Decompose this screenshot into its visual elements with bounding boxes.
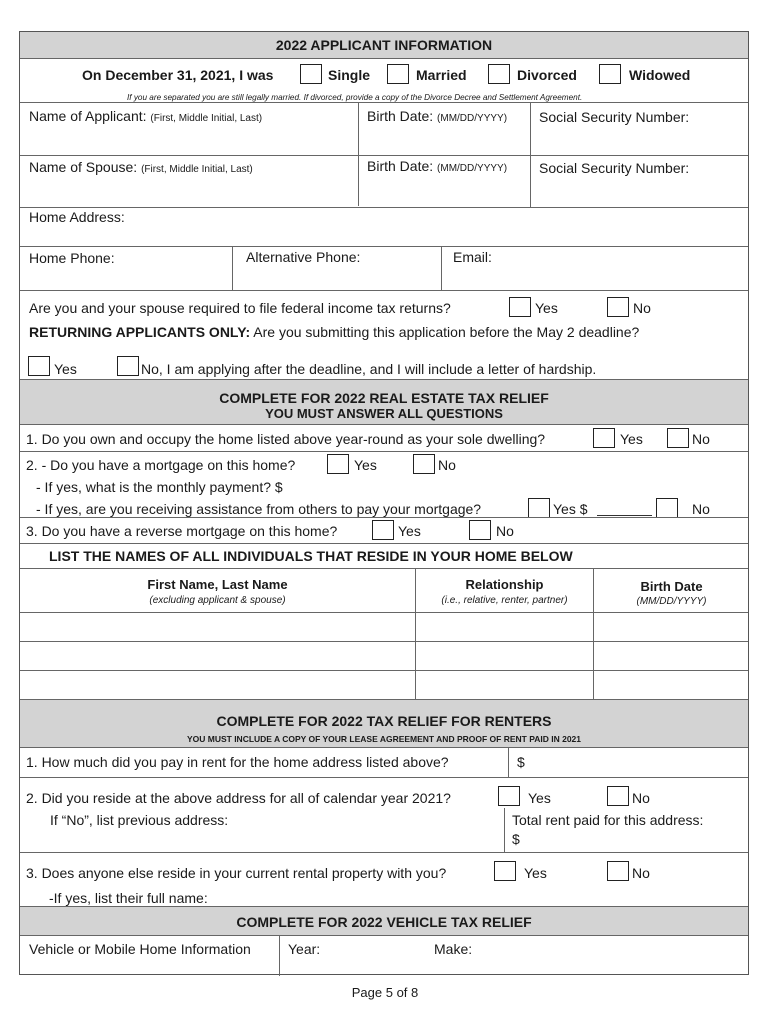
- renters-q2-yes-checkbox[interactable]: [498, 786, 520, 806]
- single-label: Single: [328, 67, 371, 83]
- renters-q2-prev-label: If “No”, list previous address:: [50, 812, 229, 828]
- vehicle-title: COMPLETE FOR 2022 VEHICLE TAX RELIEF: [236, 914, 532, 930]
- renters-header: [20, 700, 748, 747]
- home-address-field[interactable]: [20, 226, 749, 246]
- renters-q3: 3. Does anyone else reside in your current rental property with you?: [26, 865, 447, 881]
- table-row[interactable]: [20, 671, 749, 699]
- re-q2b-no-checkbox[interactable]: [656, 498, 678, 518]
- re-q1-no-checkbox[interactable]: [667, 428, 689, 448]
- home-phone-label: Home Phone:: [29, 250, 115, 266]
- married-checkbox[interactable]: [387, 64, 409, 84]
- tax-returns-no-checkbox[interactable]: [607, 297, 629, 317]
- applicant-birth-field[interactable]: [359, 124, 530, 155]
- spouse-birth-hint: (MM/DD/YYYY): [437, 163, 508, 174]
- renters-q2-no-checkbox[interactable]: [607, 786, 629, 806]
- renters-q2-total-label: Total rent paid for this address:: [512, 812, 704, 828]
- spouse-birth-field[interactable]: [359, 177, 530, 207]
- re-q3-yes-checkbox[interactable]: [372, 520, 394, 540]
- spouse-name-label: Name of Spouse: (First, Middle Initial, Last): [29, 159, 253, 175]
- vehicle-header: [20, 907, 748, 935]
- renters-names-field[interactable]: [230, 885, 749, 906]
- single-checkbox[interactable]: [300, 64, 322, 84]
- applicant-birth-label: Birth Date: (MM/DD/YYYY): [367, 108, 508, 124]
- renters-q3-no-label: No: [632, 865, 650, 881]
- renters-title: COMPLETE FOR 2022 TAX RELIEF FOR RENTERS: [216, 713, 552, 729]
- tax-returns-no-label: No: [633, 300, 651, 316]
- widowed-checkbox[interactable]: [599, 64, 621, 84]
- marital-prompt: On December 31, 2021, I was: [82, 67, 274, 83]
- applicant-info-header: [20, 32, 748, 58]
- table-row[interactable]: [20, 642, 749, 670]
- re-q3-yes-label: Yes: [398, 523, 421, 539]
- vehicle-year-label: Year:: [288, 941, 321, 957]
- returning-question: RETURNING APPLICANTS ONLY: Are you submitting this application before the May 2 deadline?: [29, 324, 640, 340]
- married-label: Married: [416, 67, 467, 83]
- home-phone-field[interactable]: [20, 268, 232, 290]
- section-title: 2022 APPLICANT INFORMATION: [275, 37, 493, 53]
- vehicle-make-field[interactable]: [476, 937, 746, 973]
- applicant-name-hint: (First, Middle Initial, Last): [150, 113, 263, 124]
- alt-phone-field[interactable]: [233, 268, 441, 290]
- tax-returns-yes-checkbox[interactable]: [509, 297, 531, 317]
- returning-no-label: No, I am applying after the deadline, and I will include a letter of hardship.: [141, 361, 597, 377]
- applicant-ssn-field[interactable]: [531, 124, 749, 155]
- applicant-birth-hint: (MM/DD/YYYY): [437, 113, 508, 124]
- spouse-birth-label: Birth Date: (MM/DD/YYYY): [367, 158, 508, 174]
- re-q3-no-label: No: [496, 523, 514, 539]
- residents-col-birthdate-hint: (MM/DD/YYYY): [636, 596, 707, 607]
- re-q2a: - If yes, what is the monthly payment? $: [36, 479, 283, 495]
- real-estate-subtitle: YOU MUST ANSWER ALL QUESTIONS: [265, 406, 503, 421]
- renters-q1: 1. How much did you pay in rent for the home address listed above?: [26, 754, 449, 770]
- renters-q2: 2. Did you reside at the above address for all of calendar year 2021?: [26, 790, 451, 806]
- renters-total-rent-field[interactable]: [522, 829, 749, 851]
- re-q2b-yes-checkbox[interactable]: [528, 498, 550, 518]
- renters-q1-dollar: $: [517, 754, 525, 770]
- applicant-name-field[interactable]: [20, 124, 358, 155]
- tax-returns-question: Are you and your spouse required to file federal income tax returns?: [29, 300, 451, 316]
- spouse-name-hint: (First, Middle Initial, Last): [141, 164, 253, 175]
- re-q3: 3. Do you have a reverse mortgage on this home?: [26, 523, 338, 539]
- re-q2: 2. - Do you have a mortgage on this home?: [26, 457, 296, 473]
- residents-col-name: First Name, Last Name: [147, 577, 288, 592]
- application-form: [19, 31, 749, 975]
- re-q2b-amount-field[interactable]: [597, 515, 652, 516]
- page-number: Page 5 of 8: [351, 985, 419, 1000]
- applicant-name-label: Name of Applicant: (First, Middle Initial, Last): [29, 108, 263, 124]
- re-q2-no-checkbox[interactable]: [413, 454, 435, 474]
- renters-q2-total-dollar: $: [512, 831, 520, 847]
- re-q3-no-checkbox[interactable]: [469, 520, 491, 540]
- vehicle-year-field[interactable]: [326, 937, 426, 973]
- applicant-ssn-label: Social Security Number:: [539, 109, 690, 125]
- real-estate-header: [20, 380, 748, 424]
- re-q2b-yes-label: Yes $: [553, 501, 588, 517]
- tax-returns-yes-label: Yes: [535, 300, 558, 316]
- widowed-label: Widowed: [629, 67, 691, 83]
- residents-col-relationship-hint: (i.e., relative, renter, partner): [441, 595, 568, 606]
- spouse-ssn-field[interactable]: [531, 177, 749, 207]
- spouse-name-field[interactable]: [20, 177, 358, 207]
- residents-col-birthdate: Birth Date: [640, 579, 703, 594]
- returning-yes-label: Yes: [54, 361, 77, 377]
- email-field[interactable]: [442, 268, 749, 290]
- residents-col-relationship: Relationship: [465, 577, 544, 592]
- home-address-label: Home Address:: [29, 209, 125, 225]
- alt-phone-label: Alternative Phone:: [246, 249, 361, 265]
- renters-q3-no-checkbox[interactable]: [607, 861, 629, 881]
- renters-subtitle: YOU MUST INCLUDE A COPY OF YOUR LEASE AGREEMENT AND PROOF OF RENT PAID IN 2021: [186, 734, 582, 744]
- re-q2-yes-checkbox[interactable]: [327, 454, 349, 474]
- spouse-ssn-label: Social Security Number:: [539, 160, 690, 176]
- re-q2-yes-label: Yes: [354, 457, 377, 473]
- renters-prev-address-field[interactable]: [20, 829, 504, 851]
- marital-note: If you are separated you are still legally married. If divorced, provide a copy of the Divorce Decree and Settlement Agreement.: [127, 93, 583, 102]
- residents-title: LIST THE NAMES OF ALL INDIVIDUALS THAT RESIDE IN YOUR HOME BELOW: [49, 548, 573, 564]
- re-q1: 1. Do you own and occupy the home listed above year-round as your sole dwelling?: [26, 431, 546, 447]
- renters-q1-amount-field[interactable]: [527, 748, 749, 777]
- email-label: Email:: [453, 249, 492, 265]
- renters-q2-yes-label: Yes: [528, 790, 551, 806]
- re-q1-yes-label: Yes: [620, 431, 643, 447]
- re-q1-no-label: No: [692, 431, 710, 447]
- divorced-checkbox[interactable]: [488, 64, 510, 84]
- divorced-label: Divorced: [517, 67, 577, 83]
- returning-bold: RETURNING APPLICANTS ONLY:: [29, 324, 251, 340]
- renters-q3-names-label: -If yes, list their full name:: [49, 890, 208, 906]
- renters-q3-yes-checkbox[interactable]: [494, 861, 516, 881]
- residents-col-name-hint: (excluding applicant & spouse): [149, 595, 286, 606]
- real-estate-title: COMPLETE FOR 2022 REAL ESTATE TAX RELIEF: [219, 390, 549, 406]
- returning-no-checkbox[interactable]: [117, 356, 139, 376]
- table-row[interactable]: [20, 613, 749, 641]
- vehicle-make-label: Make:: [434, 941, 473, 957]
- vehicle-info-label: Vehicle or Mobile Home Information: [29, 941, 251, 957]
- re-q2b: - If yes, are you receiving assistance from others to pay your mortgage?: [36, 501, 482, 517]
- returning-yes-checkbox[interactable]: [28, 356, 50, 376]
- renters-q2-no-label: No: [632, 790, 650, 806]
- renters-q3-yes-label: Yes: [524, 865, 547, 881]
- re-q2b-no-label: No: [692, 501, 710, 517]
- re-q2-no-label: No: [438, 457, 456, 473]
- re-q1-yes-checkbox[interactable]: [593, 428, 615, 448]
